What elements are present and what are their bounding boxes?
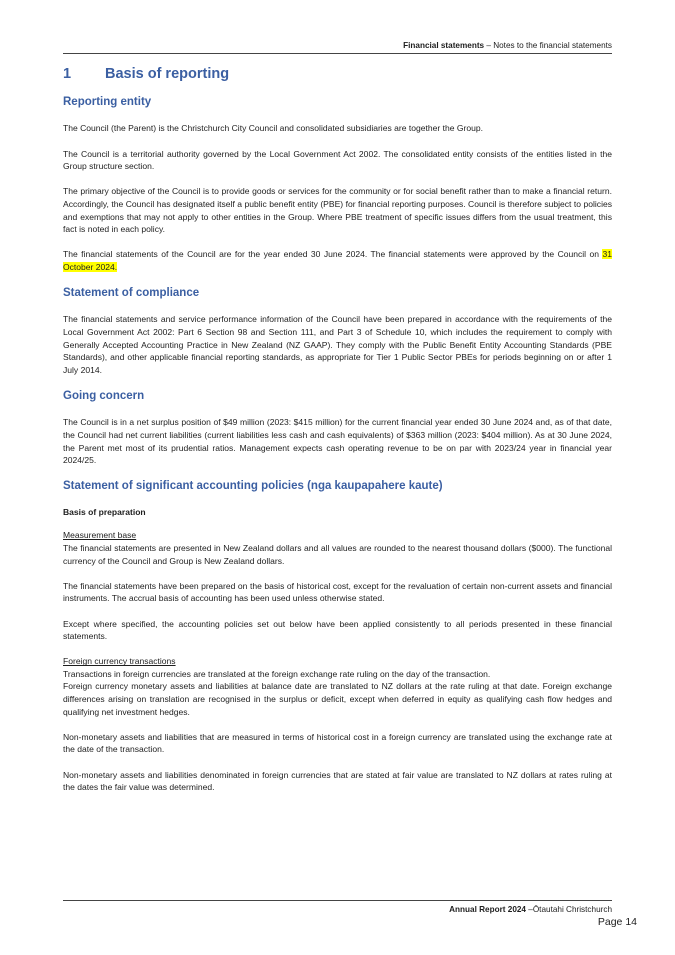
reporting-entity-paragraph-3: The primary objective of the Council is to provide goods or services for the community or for social benefit rather than to make a financial return. Accordingly, the Council has designated itself a public benefit entity (PBE) for financial reporting purposes. Council is therefore subject to policies and exemptions that may not apply to other entities in the Group. Where PBE treatment of specific issues differs from the usual treatment, this fact is noted in each policy.: [63, 186, 612, 235]
approval-date-highlight: 31 October 2024.: [63, 249, 612, 272]
reporting-entity-heading: Reporting entity: [63, 96, 152, 108]
running-footer: [449, 905, 612, 914]
measurement-paragraph-2: The financial statements have been prepared on the basis of historical cost, except for the revaluation of certain non-current assets and financial instruments. The accrual basis of accounting has been used unless otherwise stated.: [63, 580, 612, 604]
header-subsection: – Notes to the financial statements: [484, 41, 612, 50]
reporting-entity-paragraph-1: The Council (the Parent) is the Christchurch City Council and consolidated subsidiaries are together the Group.: [63, 123, 483, 134]
approval-text: The financial statements of the Council are for the year ended 30 June 2024. The financial statements were approved by the Council on: [63, 249, 603, 260]
page-number: Page 14: [597, 916, 637, 928]
basis-of-preparation-heading: Basis of preparation: [63, 506, 146, 517]
compliance-heading: Statement of compliance: [63, 287, 200, 300]
going-concern-heading: Going concern: [63, 390, 145, 403]
measurement-paragraph-3: Except where specified, the accounting policies set out below have been applied consistently to all periods presented in these financial statements.: [63, 618, 612, 642]
foreign-currency-label: Foreign currency transactions: [63, 656, 176, 667]
foreign-currency-paragraph-1a: Transactions in foreign currencies are translated at the foreign exchange rate ruling on the day of the transaction.: [63, 668, 491, 679]
running-header: [403, 41, 612, 50]
foreign-currency-paragraph-2: Non-monetary assets and liabilities that are measured in terms of historical cost in a foreign currency are translated using the exchange rate at the date of the transaction.: [63, 731, 612, 755]
header-divider: [63, 53, 612, 54]
going-concern-paragraph: The Council is in a net surplus position of $49 million (2023: $415 million) for the current financial year ended 30 June 2024 and, as of that date, the Council had net current liabilities (current liabilities less cash and cash equivalents) of $363 million (2023: $404 million). As at 30 June 2024, the Parent met most of its prudential ratios. Management expects cash operating revenue to be on par with 2023/24 year in financial year 2024/25.: [63, 417, 612, 466]
foreign-currency-paragraph-1b: Foreign currency monetary assets and liabilities at balance date are translated to NZ dollars at the rate ruling at that date. Foreign exchange differences arising on translation are recognised in the surplus or deficit, except when deferred in equity as qualifying cash flow hedges and qualifying net investment hedges.: [63, 681, 612, 717]
section-title-text: Basis of reporting: [105, 66, 230, 82]
policies-heading: Statement of significant accounting policies (nga kaupapahere kaute): [63, 480, 443, 493]
reporting-entity-paragraph-4: [63, 248, 612, 273]
measurement-paragraph-1: The financial statements are presented in New Zealand dollars and all values are rounded to the nearest thousand dollars ($000). The functional currency of the Council and Group is New Zealand dollars.: [63, 542, 612, 566]
main-content: [63, 66, 612, 806]
foreign-currency-paragraph-3: Non-monetary assets and liabilities denominated in foreign currencies that are stated at fair value are translated to NZ dollars at rates ruling at the dates the fair value was determined.: [63, 769, 612, 793]
compliance-paragraph: The financial statements and service performance information of the Council have been prepared in accordance with the requirements of the Local Government Act 2002: Part 6 Section 98 and Section 111, and Part 3 of Schedule 10, which includes the requirement to comply with Generally Accepted Accounting Practice in New Zealand (NZ GAAP). They comply with the Public Benefit Entity Accounting Standards (PBE Standards), and other applicable financial reporting standards, as appropriate for Tier 1 Public Sector PBEs for periods beginning on or after 1 July 2014.: [63, 314, 612, 375]
section-number: 1: [63, 66, 72, 82]
footer-report-title: Annual Report 2024: [449, 905, 526, 914]
header-section: Financial statements: [403, 41, 485, 50]
reporting-entity-paragraph-2: The Council is a territorial authority governed by the Local Government Act 2002. The consolidated entity consists of the entities listed in the Group structure section.: [63, 148, 612, 172]
section-title: [63, 66, 612, 82]
measurement-base-label: Measurement base: [63, 530, 137, 541]
footer-place: –Ōtautahi Christchurch: [525, 905, 612, 914]
footer-divider: [63, 900, 612, 901]
